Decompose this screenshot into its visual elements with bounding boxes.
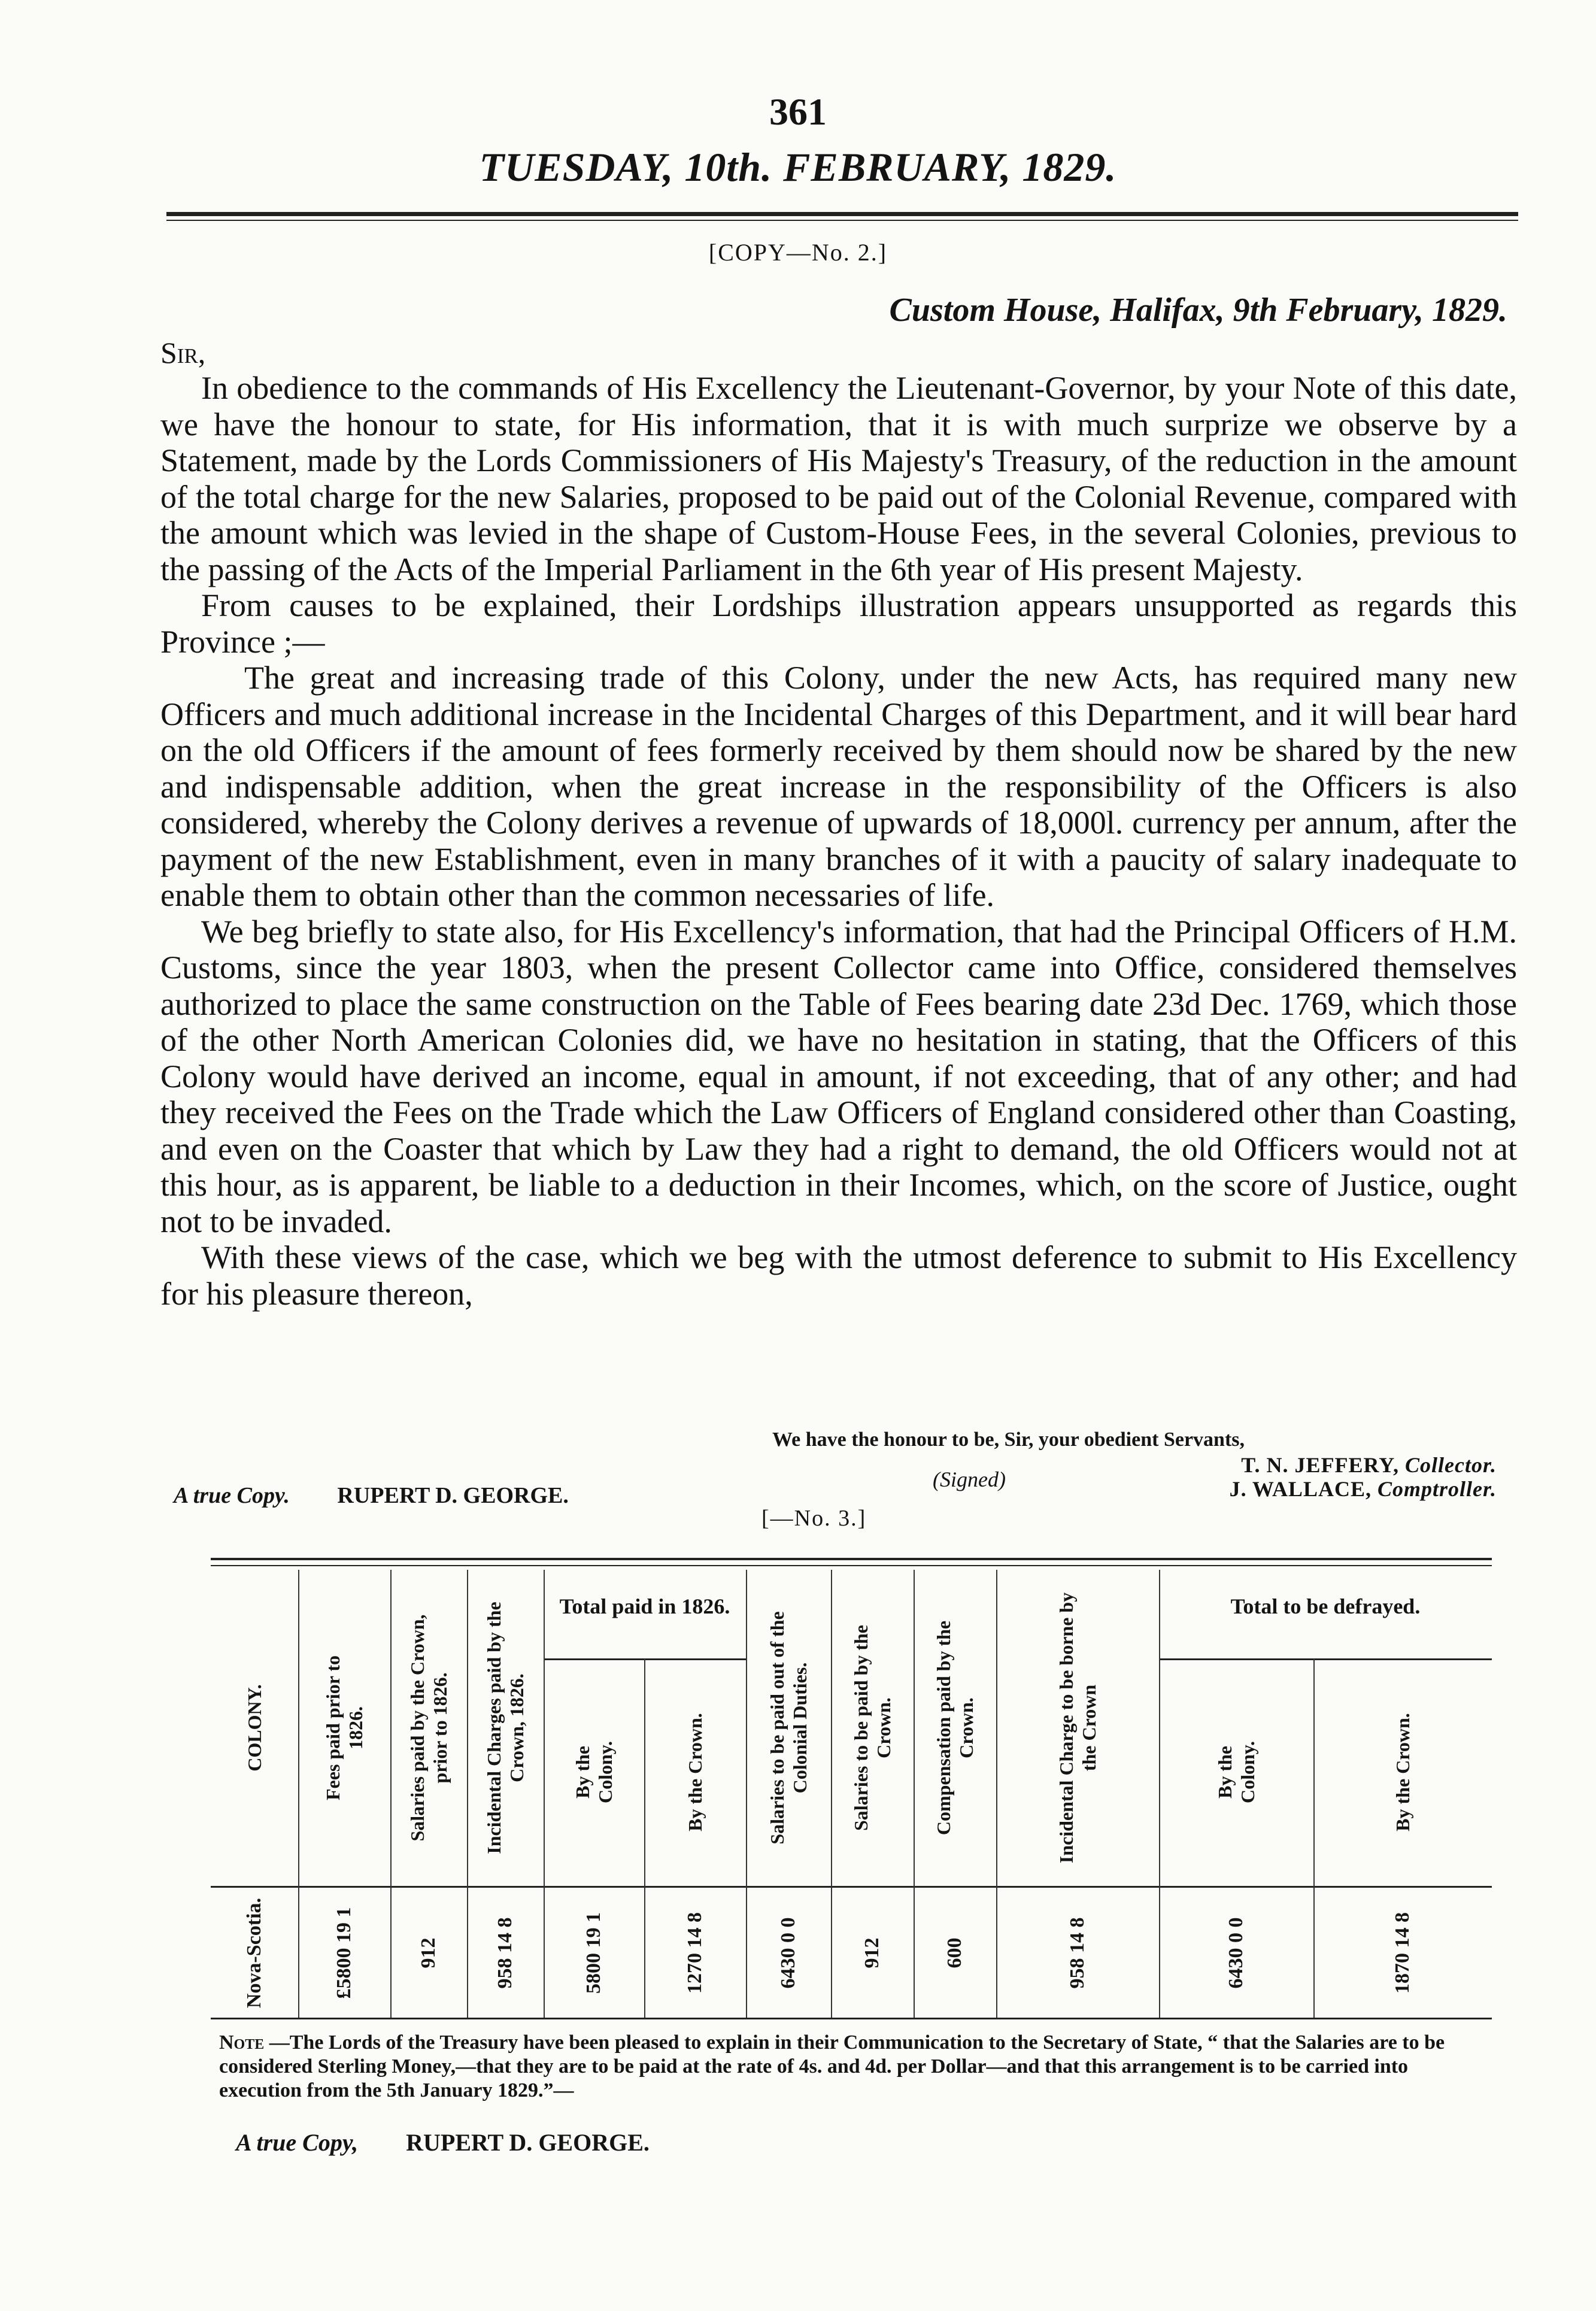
attestation-name: RUPERT D. GEORGE. <box>406 2129 650 2156</box>
header-salaries-prior: Salaries paid by the Crown, prior to 1826. <box>406 1614 451 1842</box>
header-by-colony-2: By the Colony. <box>1214 1740 1258 1804</box>
attestation-label: A true Copy, <box>236 2129 359 2156</box>
header-colony: COLONY. <box>244 1684 265 1772</box>
closing-line: We have the honour to be, Sir, your obedient Servants, <box>772 1429 1245 1451</box>
paragraph: In obedience to the commands of His Excellency the Lieutenant-Governor, by your Note of this date, we have the honour to state, for His information, that it is with much surprize we observe by a Statement, made by the Lords Commissioners of His Majesty's Treasury, of the reduction in the amount of the total charge for the new Salaries, proposed to be paid out of the Colonial Revenue, compared with the amount which was levied in the shape of Custom-House Fees, in the several Colonies, previous to the passing of the Acts of the Imperial Parliament in the 6th year of His present Majesty. <box>160 370 1517 587</box>
table-cell: 912 <box>861 1937 883 1969</box>
cell-colony: Nova-Scotia. <box>243 1897 265 2009</box>
table-cell: 912 <box>417 1937 439 1969</box>
table-cell: 6430 0 0 <box>1225 1917 1247 1989</box>
table-cell: 600 <box>943 1937 966 1969</box>
header-by-crown-2: By the Crown. <box>1392 1713 1413 1831</box>
table-label: [—No. 3.] <box>761 1506 867 1531</box>
signatory-collector <box>1241 1452 1497 1478</box>
table-cell: 1270 14 8 <box>684 1912 706 1994</box>
table-cell: 1870 14 8 <box>1391 1912 1413 1994</box>
header-incidental-1826: Incidental Charges paid by the Crown, 1826. <box>483 1602 527 1854</box>
signatory-name: J. WALLACE, <box>1229 1477 1372 1501</box>
dateline: Custom House, Halifax, 9th February, 1829. <box>889 292 1507 329</box>
page-number: 361 <box>769 90 827 133</box>
paragraph: With these views of the case, which we beg with the utmost deference to submit to His Excellency for his pleasure thereon, <box>160 1239 1517 1312</box>
paragraph: We beg briefly to state also, for His Excellency's information, that had the Principal Officers of H.M. Customs, since the year 1803, when the present Collector came into Office, considered themselves authorized to place the same construction on the Table of Fees bearing date 23d Dec. 1769, which those of the other North American Colonies did, we have no hesitation in stating, that the Officers of this Colony would have derived an income, equal in amount, if not exceeding, that of any other; and had they received the Fees on the Trade which the Law Officers of England considered other than Coasting, and even on the Coaster that which by Law they had a right to demand, the old Officers would not at this hour, as is apparent, be liable to a deduction in their Incomes, which, on the score of Justice, ought not to be invaded. <box>160 913 1517 1239</box>
fees-table <box>211 1558 1492 2025</box>
table-cell: £5800 19 1 <box>333 1907 355 1999</box>
header-by-crown: By the Crown. <box>684 1713 706 1831</box>
header-salaries-crown: Salaries to be paid by the Crown. <box>850 1624 894 1831</box>
signatory-comptroller <box>1230 1476 1497 1502</box>
table-cell: 6430 0 0 <box>777 1917 799 1989</box>
table-bottom-rule <box>211 2018 1492 2019</box>
paragraph: The great and increasing trade of this Colony, under the new Acts, has required many new Officers and much additional increase in the Incidental Charges of this Department, and it will bear hard on the old Officers if the amount of fees formerly received by them should now be shared by the new and indispensable addition, when the great increase in the responsibility of the Officers is also considered, whereby the Colony derives a revenue of upwards of 18,000l. currency per annum, after the payment of the new Establishment, even in many branches of it with a paucity of salary inadequate to enable them to obtain other than the common necessaries of life. <box>160 660 1517 913</box>
table-top-rule <box>211 1558 1492 1560</box>
table-cell: 5800 19 1 <box>582 1912 605 1994</box>
table-cell: 958 14 8 <box>494 1917 516 1989</box>
header-compensation: Compensation paid by the Crown. <box>933 1620 977 1836</box>
footnote-text: —The Lords of the Treasury have been pleased to explain in their Communication to the Secretary of State, “ that the Salaries are to be considered Sterling Money,—that they are to be paid at the rate of 4s. and 4d. per Dollar—and that this arrangement is to be carried into execution from the 5th January 1829.”— <box>219 2031 1445 2101</box>
footnote <box>219 2031 1476 2103</box>
date-heading: TUESDAY, 10th. FEBRUARY, 1829. <box>479 144 1117 190</box>
attestation-name: RUPERT D. GEORGE. <box>337 1483 569 1508</box>
signatory-role: Comptroller. <box>1377 1477 1497 1501</box>
table-top-rule-inner <box>211 1565 1492 1566</box>
signed-mark: (Signed) <box>933 1467 1006 1491</box>
salutation: Sir, <box>160 336 206 369</box>
signatory-role: Collector. <box>1405 1453 1497 1477</box>
attestation-label: A true Copy. <box>174 1483 290 1508</box>
table-cell: 958 14 8 <box>1066 1917 1088 1989</box>
attestation <box>174 1482 569 1509</box>
header-total-paid-1826: Total paid in 1826. <box>559 1594 730 1618</box>
attestation-2 <box>236 2128 650 2157</box>
signatory-name: T. N. JEFFERY, <box>1241 1453 1399 1477</box>
paragraph: From causes to be explained, their Lordships illustration appears unsupported as regards this Province ;— <box>160 587 1517 660</box>
header-salaries-colonial: Salaries to be paid out of the Colonial Duties. <box>766 1611 811 1845</box>
header-total-defrayed: Total to be defrayed. <box>1230 1594 1421 1618</box>
header-by-colony: By the Colony. <box>572 1740 616 1804</box>
footnote-label: Note <box>219 2031 265 2054</box>
header-fees: Fees paid prior to 1826. <box>322 1655 366 1801</box>
table-header-rule <box>211 1886 1492 1888</box>
copy-label: [COPY—No. 2.] <box>708 239 888 266</box>
header-incidental-crown: Incidental Charge to be borne by the Crown <box>1055 1592 1100 1864</box>
heading-rule <box>166 212 1518 221</box>
letter-body <box>160 370 1517 1312</box>
